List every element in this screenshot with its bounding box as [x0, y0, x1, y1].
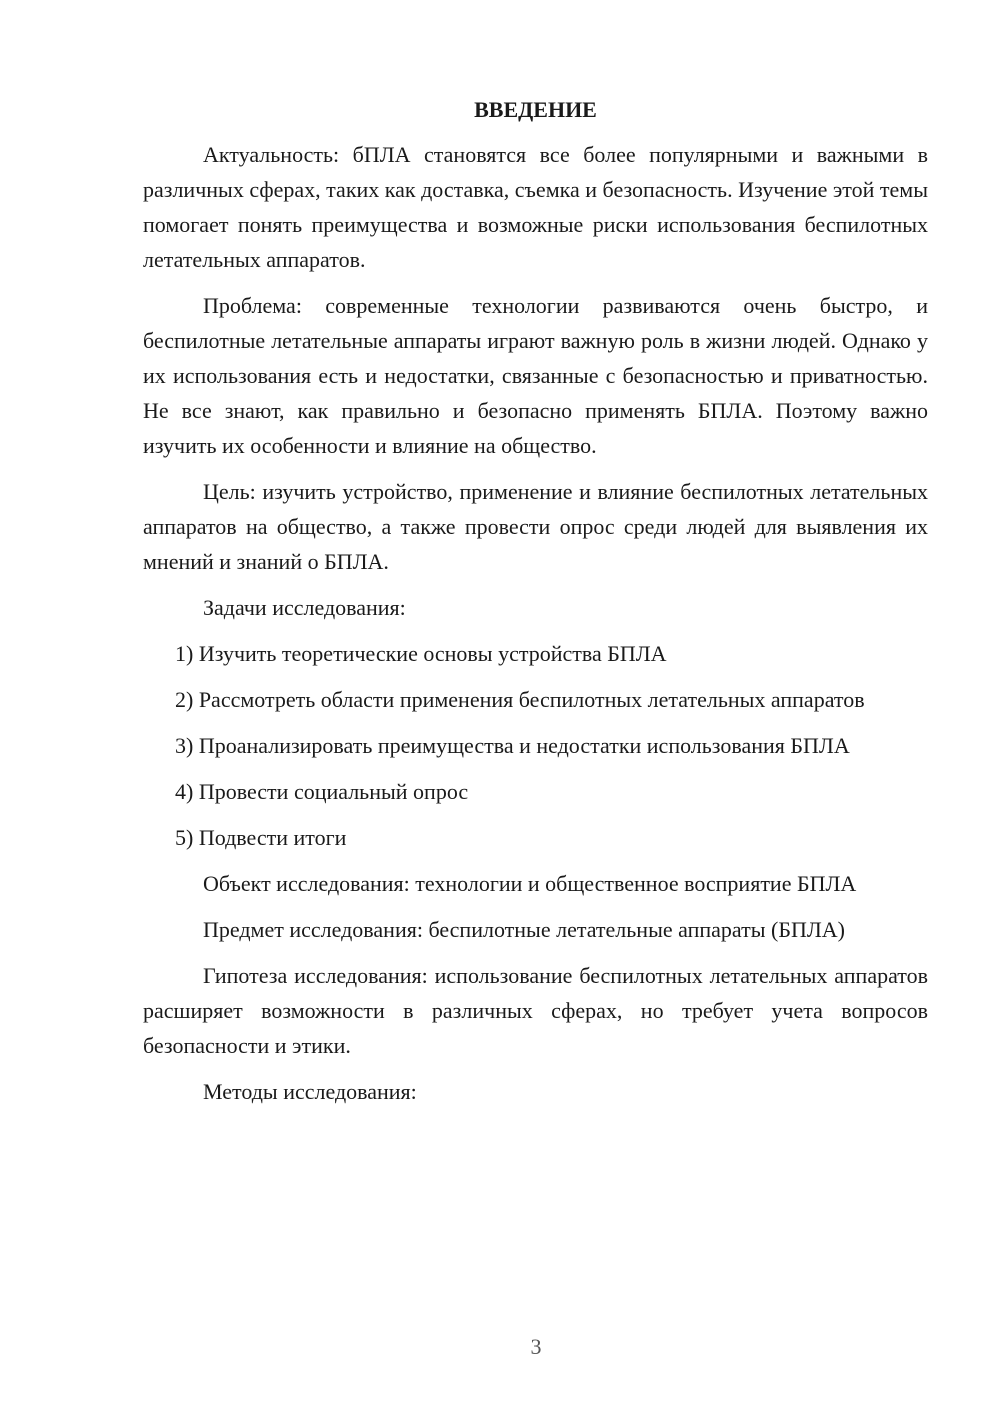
- task-item: 4) Провести социальный опрос: [175, 779, 469, 804]
- paragraph-hypothesis: Гипотеза исследования: использование беспилотных летательных аппаратов расширяет возможности в различных сферах, но требует учета вопросов безопасности и этики.: [143, 963, 928, 1058]
- task-item: 3) Проанализировать преимущества и недостатки использования БПЛА: [175, 733, 850, 758]
- paragraph-methods: Методы исследования:: [203, 1079, 417, 1104]
- task-item: 5) Подвести итоги: [175, 825, 347, 850]
- paragraph-subject: Предмет исследования: беспилотные летательные аппараты (БПЛА): [203, 917, 845, 942]
- paragraph-tasks-heading: Задачи исследования:: [203, 595, 406, 620]
- task-item: 1) Изучить теоретические основы устройства БПЛА: [175, 641, 667, 666]
- paragraph-problem: Проблема: современные технологии развиваются очень быстро, и беспилотные летательные аппараты играют важную роль в жизни людей. Однако у их использования есть и недостатки, связанные с безопасностью и приватностью. Не все знают, как правильно и безопасно применять БПЛА. Поэтому важно изучить их особенности и влияние на общество.: [143, 293, 928, 458]
- page-number: 3: [530, 1334, 542, 1359]
- task-item: 2) Рассмотреть области применения беспилотных летательных аппаратов: [175, 687, 865, 712]
- paragraph-goal: Цель: изучить устройство, применение и влияние беспилотных летательных аппаратов на общество, а также провести опрос среди людей для выявления их мнений и знаний о БПЛА.: [143, 479, 928, 574]
- section-title: ВВЕДЕНИЕ: [474, 97, 597, 122]
- paragraph-relevance: Актуальность: бПЛА становятся все более популярными и важными в различных сферах, таких как доставка, съемка и безопасность. Изучение этой темы помогает понять преимущества и возможные риски использования беспилотных летательных аппаратов.: [143, 142, 928, 272]
- paragraph-object: Объект исследования: технологии и общественное восприятие БПЛА: [203, 871, 857, 896]
- document-page: [143, 92, 928, 1120]
